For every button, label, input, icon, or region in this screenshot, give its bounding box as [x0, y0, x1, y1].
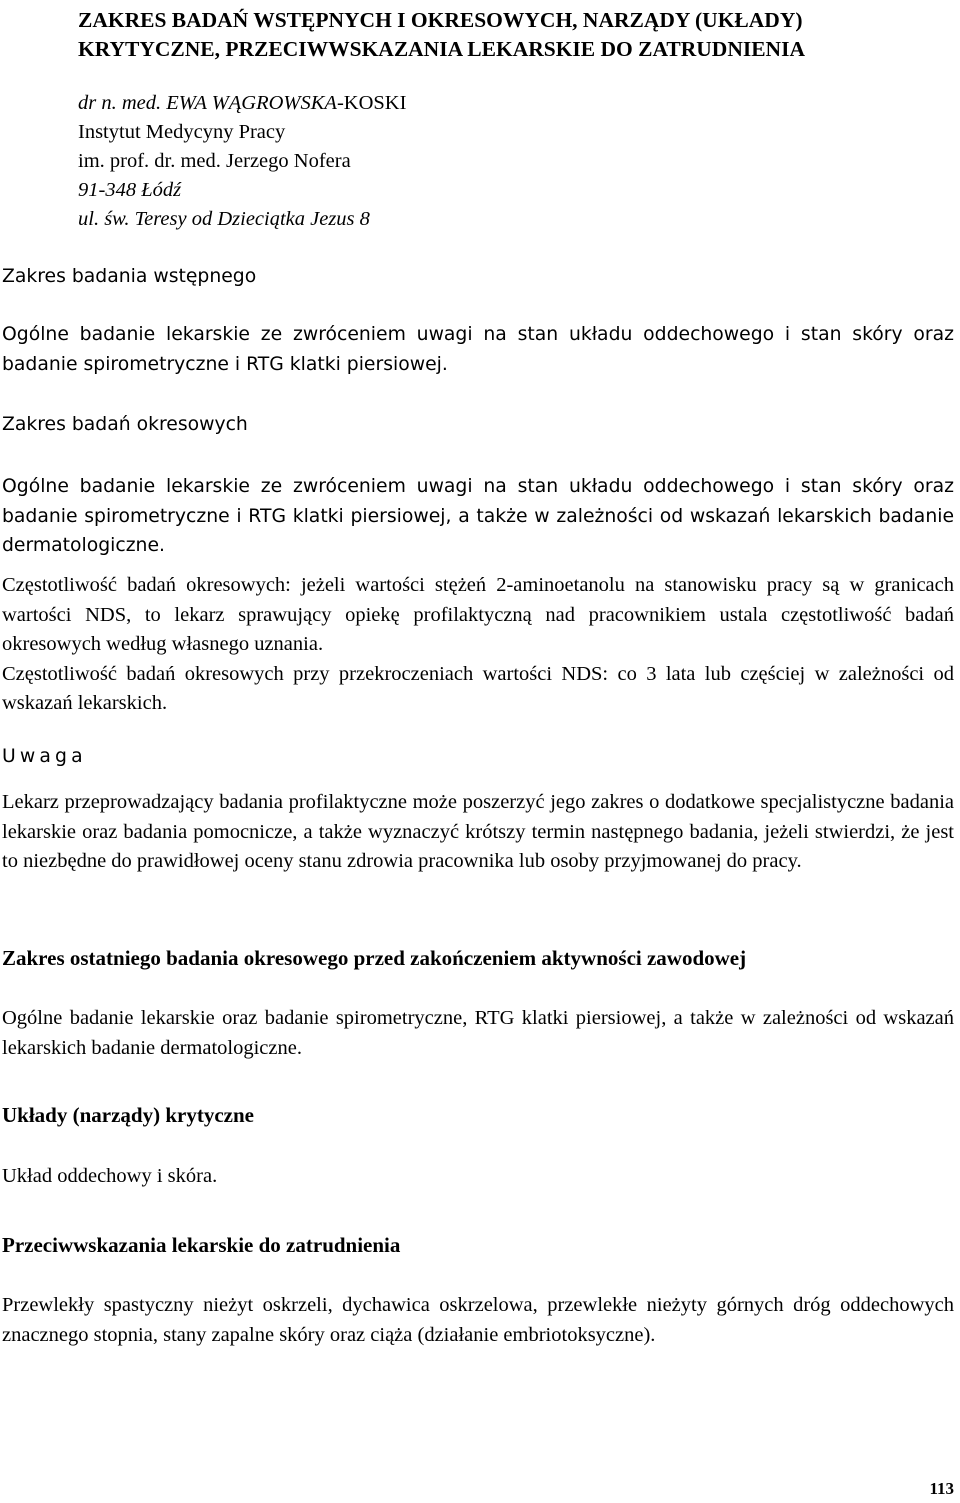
paragraph-note: Lekarz przeprowadzający badania profilaktyczne może poszerzyć jego zakres o dodatkowe specjalistyczne badania lekarskie oraz badania pomocnicze, a także wyznaczyć krótszy termin następnego badania, jeżeli stwierdzi, że jest to niezbędne do prawidłowej oceny stanu zdrowia pracownika lub osoby przyjmowanej do pracy. [2, 791, 954, 872]
author-city: 91-348 Łódź [78, 179, 182, 201]
author-street: ul. św. Teresy od Dzieciątka Jezus 8 [78, 208, 370, 230]
paragraph-periodic: Ogólne badanie lekarskie ze zwróceniem uwagi na stan układu oddechowego i stan skóry oraz badanie spirometryczne i RTG klatki piersiowej, a także w zależności od wskazań lekarskich badanie dermatologiczne. [2, 476, 954, 556]
section-body-initial [2, 320, 954, 379]
author-institute: Instytut Medycyny Pracy [78, 121, 286, 143]
section-body-critical [2, 1162, 954, 1192]
section-heading-initial: Zakres badania wstępnego [2, 266, 257, 287]
section-body-frequency [2, 571, 954, 719]
section-heading-contraindications: Przeciwwskazania lekarskie do zatrudnienia [2, 1233, 401, 1257]
paragraph-final: Ogólne badanie lekarskie oraz badanie spirometryczne, RTG klatki piersiowej, a także w zależności od wskazań lekarskich badanie dermatologiczne. [2, 1007, 954, 1059]
author-name-suffix: -KOSKI [336, 92, 407, 114]
author-name [78, 89, 406, 118]
section-body-contraindications [2, 1291, 954, 1350]
section-body-periodic [2, 472, 954, 561]
paragraph-critical: Układ oddechowy i skóra. [2, 1165, 218, 1187]
section-body-note [2, 788, 954, 877]
section-heading-note: Uwaga [2, 746, 87, 767]
paragraph-frequency-2: Częstotliwość badań okresowych przy przekroczeniach wartości NDS: co 3 lata lub częściej w zależności od wskazań lekarskich. [2, 662, 954, 714]
author-block [78, 89, 406, 234]
author-name-prefix: dr n. med. EWA WĄGROWSKA [78, 92, 337, 114]
section-heading-periodic: Zakres badań okresowych [2, 414, 248, 435]
section-heading-final: Zakres ostatniego badania okresowego przed zakończeniem aktywności zawodowej [2, 946, 747, 970]
paragraph-contraindications: Przewlekły spastyczny nieżyt oskrzeli, dychawica oskrzelowa, przewlekłe nieżyty górnych dróg oddechowych znacznego stopnia, stany zapalne skóry oraz ciąża (działanie embriotoksyczne). [2, 1294, 954, 1346]
author-patron: im. prof. dr. med. Jerzego Nofera [78, 150, 351, 172]
paragraph-initial: Ogólne badanie lekarskie ze zwróceniem uwagi na stan układu oddechowego i stan skóry oraz badanie spirometryczne i RTG klatki piersiowej. [2, 324, 954, 375]
section-heading-critical: Układy (narządy) krytyczne [2, 1103, 254, 1127]
title-line-1: ZAKRES BADAŃ WSTĘPNYCH I OKRESOWYCH, NARZĄDY (UKŁADY) [78, 8, 803, 32]
paragraph-frequency-1: Częstotliwość badań okresowych: jeżeli wartości stężeń 2-aminoetanolu na stanowisku pracy są w granicach wartości NDS, to lekarz sprawujący opiekę profilaktyczną nad pracownikiem ustala częstotliwość badań okresowych według własnego uznania. [2, 574, 954, 655]
page-number: 113 [929, 1479, 954, 1498]
title-line-2: KRYTYCZNE, PRZECIWWSKAZANIA LEKARSKIE DO ZATRUDNIENIA [78, 37, 805, 61]
section-body-final [2, 1004, 954, 1063]
document-title [78, 6, 940, 64]
